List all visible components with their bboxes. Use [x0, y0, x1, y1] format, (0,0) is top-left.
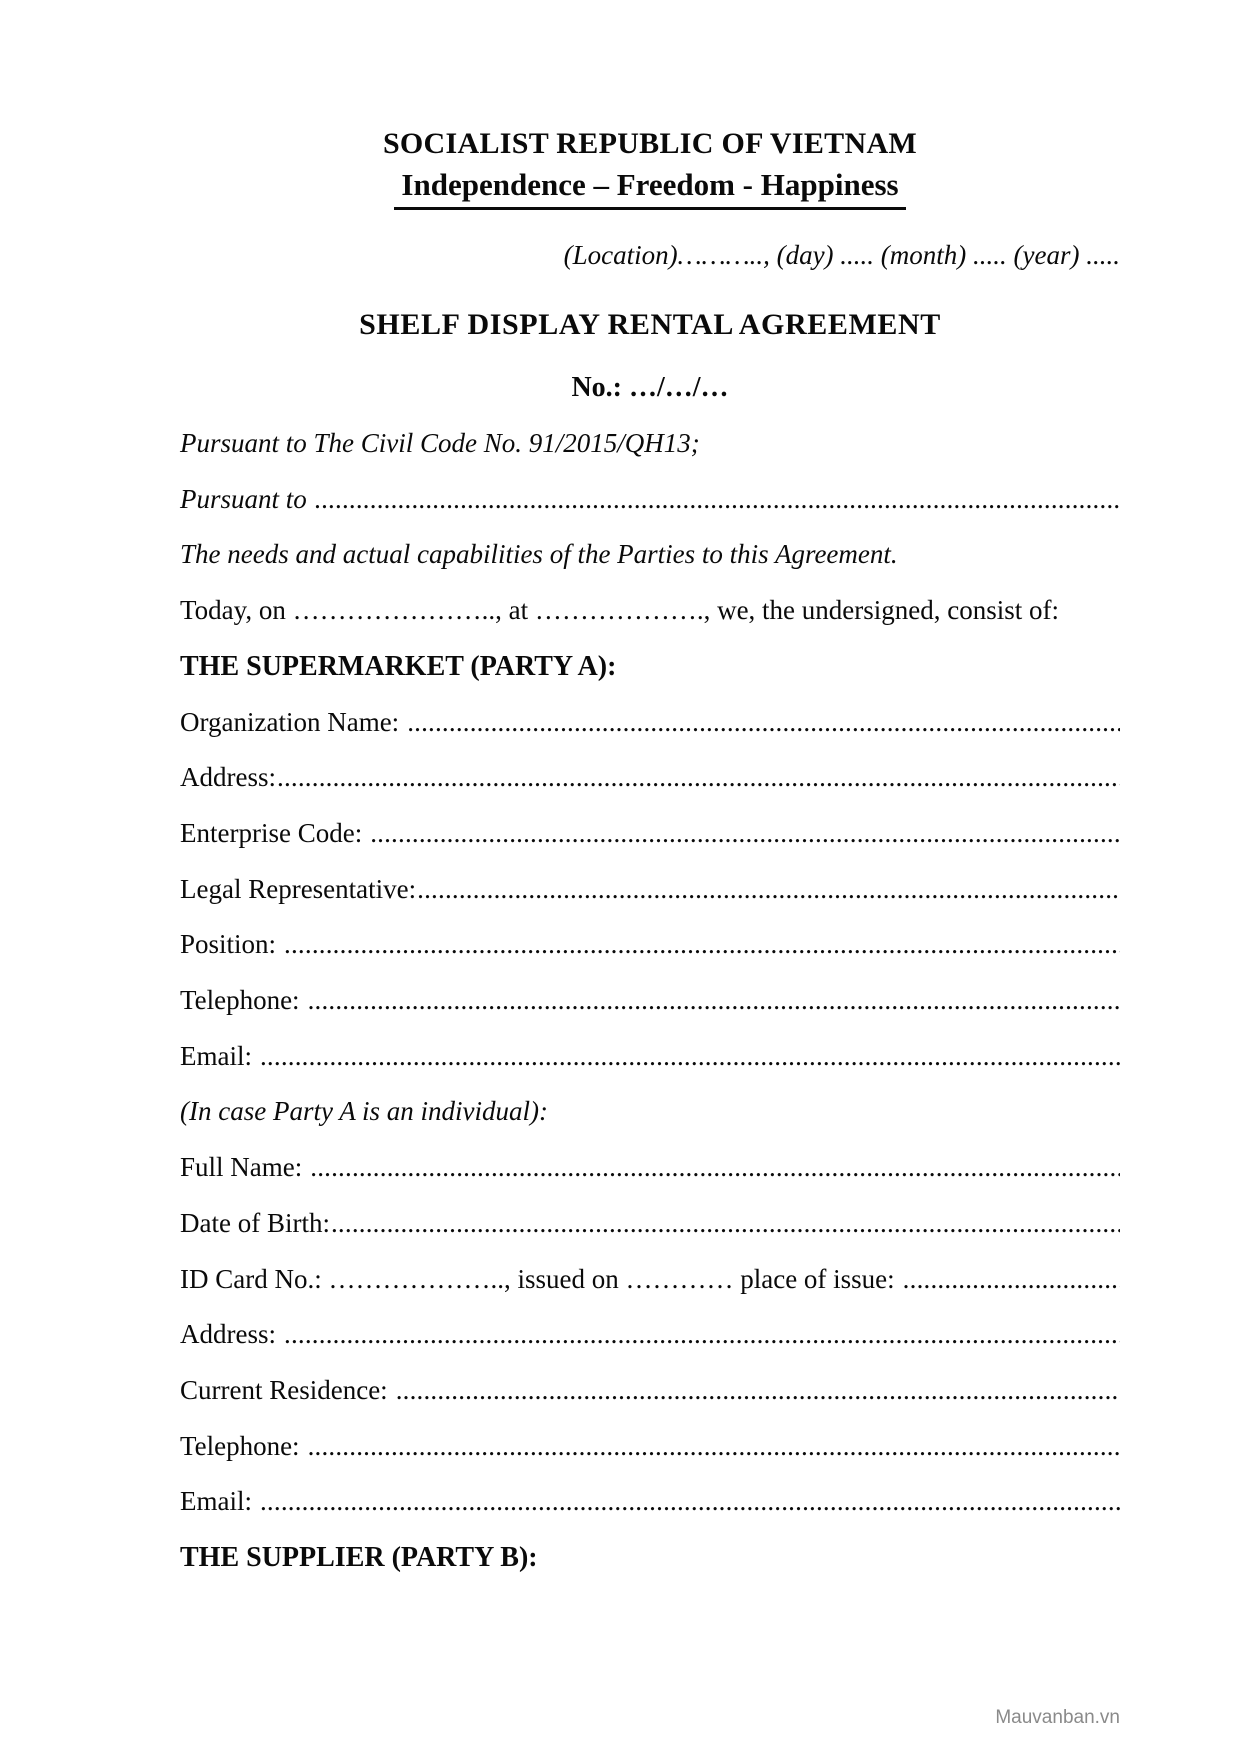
national-title: SOCIALIST REPUBLIC OF VIETNAM — [382, 127, 918, 160]
pursuant-civil-code-line: Pursuant to The Civil Code No. 91/2015/QH13; — [180, 428, 700, 458]
field-label: Date of Birth: — [180, 1207, 330, 1238]
dotted-blank — [396, 1363, 1120, 1419]
document-title: SHELF DISPLAY RENTAL AGREEMENT — [359, 308, 941, 341]
field-address-individual — [180, 1307, 1120, 1363]
dotted-blank — [277, 750, 1120, 806]
dotted-blank — [370, 806, 1120, 862]
national-motto-wrap — [180, 165, 1120, 210]
document-number: No.: …/…/… — [571, 372, 729, 403]
pursuant-blank-label: Pursuant to — [180, 483, 307, 514]
field-label: Current Residence: — [180, 1374, 388, 1405]
field-label: ID Card No.: ……………….., issued on ………… place of issue: — [180, 1263, 895, 1294]
location-date-line: (Location)……….., (day) ..... (month) ..... (year) ..... — [563, 240, 1120, 270]
national-motto: Independence – Freedom - Happiness — [394, 165, 905, 210]
field-label: Email: — [180, 1040, 252, 1071]
party-a-heading: THE SUPERMARKET (PARTY A): — [180, 650, 617, 682]
field-label: Full Name: — [180, 1152, 303, 1183]
field-label: Legal Representative: — [180, 873, 417, 904]
field-label: Email: — [180, 1486, 252, 1517]
dotted-blank — [310, 1140, 1120, 1196]
field-email-individual — [180, 1474, 1120, 1530]
field-label: Position: — [180, 929, 277, 960]
field-label: Organization Name: — [180, 706, 400, 737]
dotted-blank — [407, 695, 1120, 751]
field-label: Address: — [180, 1319, 276, 1350]
field-address — [180, 750, 1120, 806]
field-position — [180, 917, 1120, 973]
document-body — [180, 416, 1120, 1586]
pursuant-blank-line — [180, 472, 1120, 528]
field-current-residence — [180, 1363, 1120, 1419]
dotted-blank — [260, 1029, 1120, 1085]
dotted-blank — [903, 1252, 1120, 1308]
field-email — [180, 1029, 1120, 1085]
dotted-blank — [417, 862, 1120, 918]
field-date-of-birth — [180, 1196, 1120, 1252]
field-enterprise-code — [180, 806, 1120, 862]
individual-note: (In case Party A is an individual): — [180, 1096, 548, 1127]
document-header — [180, 126, 1120, 406]
field-organization-name — [180, 695, 1120, 751]
field-label: Telephone: — [180, 1430, 300, 1461]
dotted-blank — [308, 1419, 1120, 1475]
party-b-heading: THE SUPPLIER (PARTY B): — [180, 1542, 538, 1574]
dotted-blank — [284, 917, 1120, 973]
dotted-blank — [331, 1196, 1120, 1252]
today-line: Today, on ………………….., at ………………., we, the undersigned, consist of: — [180, 595, 1060, 626]
field-label: Telephone: — [180, 985, 300, 1016]
needs-line: The needs and actual capabilities of the Parties to this Agreement. — [180, 539, 898, 570]
field-legal-representative — [180, 862, 1120, 918]
dotted-blank — [260, 1474, 1120, 1530]
dotted-blank — [308, 973, 1120, 1029]
dotted-blank — [284, 1307, 1120, 1363]
field-telephone — [180, 973, 1120, 1029]
field-telephone-individual — [180, 1419, 1120, 1475]
field-id-card — [180, 1252, 1120, 1308]
field-label: Address: — [180, 762, 276, 793]
field-full-name — [180, 1140, 1120, 1196]
watermark: Mauvanban.vn — [995, 1707, 1120, 1728]
dotted-blank — [315, 472, 1120, 528]
field-label: Enterprise Code: — [180, 817, 363, 848]
